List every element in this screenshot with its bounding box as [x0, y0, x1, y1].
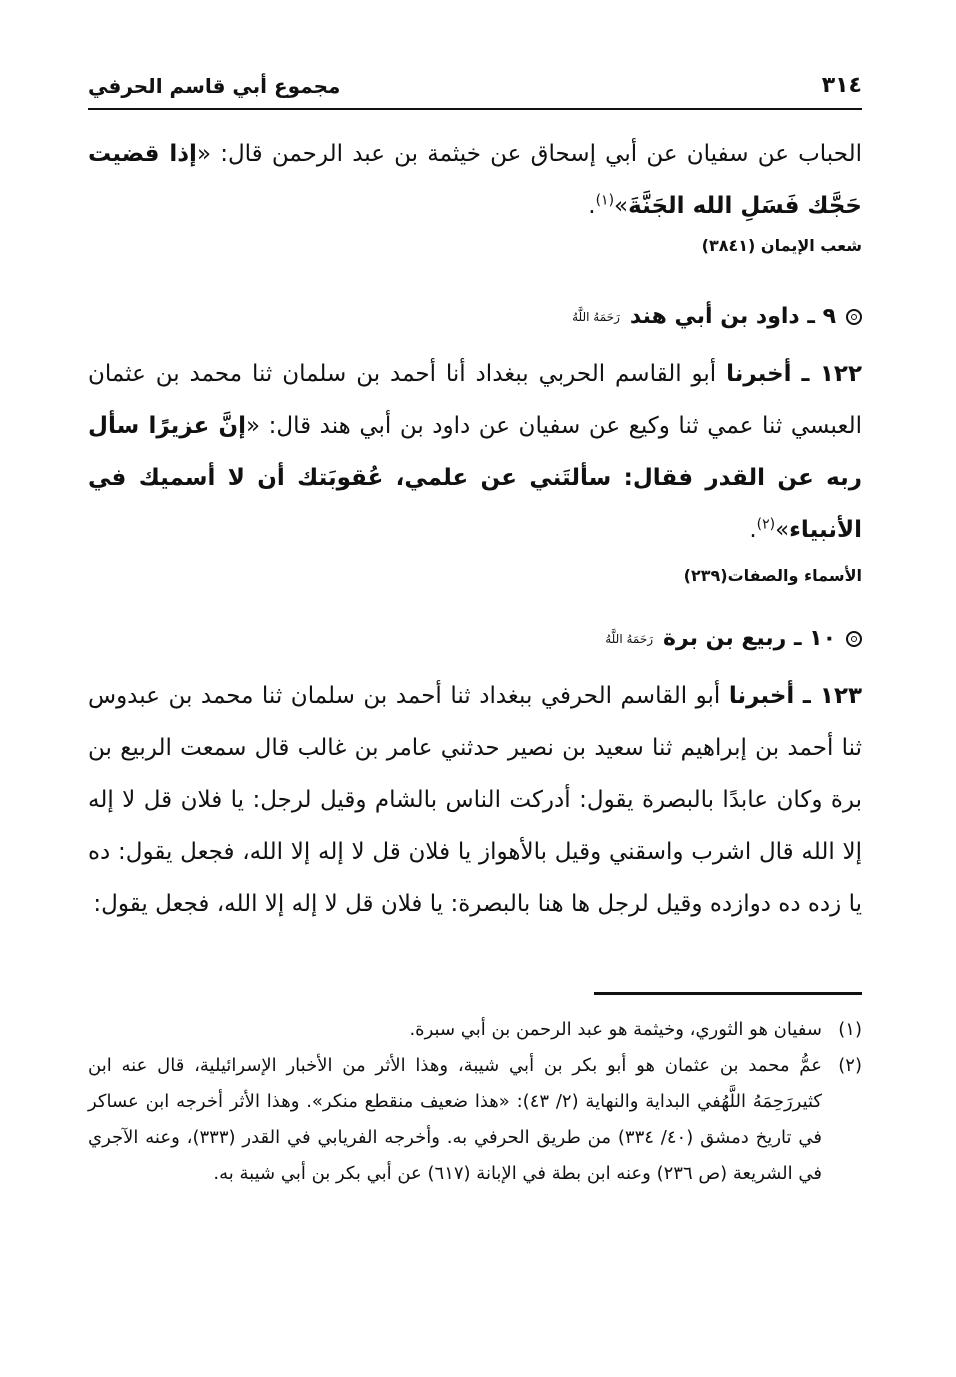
section-9-title: ٩ ـ داود بن أبي هند: [629, 304, 836, 329]
section-9-honorific: رَحَمَهُ اللَّهُ: [572, 309, 620, 324]
hadith-122-number: ١٢٢ ـ: [801, 361, 863, 387]
quote-close: »: [614, 193, 629, 219]
hadith-122-chain: أبو القاسم الحربي ببغداد أنا أحمد بن سلمان ثنا محمد بن عثمان العبسي ثنا عمي ثنا وكيع عن سفيان عن داود بن أبي هند قال: «: [88, 361, 862, 439]
hadith-123-number: ١٢٣ ـ: [802, 683, 863, 709]
footnote-1: [88, 1012, 862, 1048]
page-header: [88, 56, 862, 110]
section-10-honorific: رَحَمَهُ اللَّهُ: [605, 631, 654, 646]
quote-close: »: [775, 517, 790, 543]
footnote-ref-2[interactable]: (٢): [756, 516, 776, 533]
hadith-122-end: .: [749, 517, 757, 543]
hadith-122-quote: إنَّ عزيرًا سأل ربه عن القدر فقال: سألتَني عن علمي، عُقوبَتك أن لا أسميك في الأنبياء: [88, 413, 862, 543]
footnote-divider: [594, 992, 862, 995]
footnote-2-text: عمُّ محمد بن عثمان هو أبو بكر بن أبي شيبة، وهذا الأثر من الأخبار الإسرائيلية، قال عنه ابن كثيررَحِمَهُ اللَّهُفي البداية والنهاية (٢/ ٤٣): «هذا ضعيف منقطع منكر». وهذا الأثر أخرجه ابن عساكر في تاريخ دمشق (٤٠/ ٣٣٤) من طريق الحرفي به. وأخرجه الفريابي في القدر (٣٣٣)، وعنه الآجري في الشريعة (ص ٢٣٦) وعنه ابن بطة في الإبانة (٦١٧) عن أبي بكر بن أبي شيبة به.: [88, 1055, 823, 1184]
paragraph-top: [88, 128, 862, 232]
paragraph-top-text: الحباب عن سفيان عن أبي إسحاق عن خيثمة بن عبد الرحمن قال: «: [196, 141, 862, 167]
hadith-123-akhbarana: أخبرنا: [728, 683, 795, 709]
footnote-1-text: سفيان هو الثوري، وخيثمة هو عبد الرحمن بن أبي سبرة.: [409, 1019, 822, 1040]
footnote-2-mark: (٢): [838, 1055, 862, 1076]
running-title: مجموع أبي قاسم الحرفي: [88, 74, 341, 98]
flower-icon: [846, 631, 862, 647]
flower-icon: [846, 309, 862, 325]
hadith-123: [88, 670, 862, 930]
footnote-1-mark: (١): [838, 1019, 862, 1040]
hadith-123-quote: أدركت الناس بالشام وقيل لرجل: يا فلان قل لا إله إلا الله قال اشرب واسقني وقيل بالأهواز يا فلان قل لا إله إلا الله، فجعل يقول: ده يا زده ده دوازده وقيل لرجل ها هنا بالبصرة: يا فلان قل لا إله إلا الله، فجعل يقول:: [88, 787, 862, 917]
source-citation-1: شعب الإيمان (٣٨٤١): [701, 236, 862, 255]
footnote-ref-1[interactable]: (١): [595, 192, 615, 209]
paragraph-top-quote: إذا قضيت حَجَّك فَسَلِ الله الجَنَّةَ: [88, 141, 862, 219]
paragraph-top-end: .: [588, 193, 596, 219]
section-heading-10: [88, 626, 862, 651]
footnotes: [88, 1012, 862, 1192]
section-10-title: ١٠ ـ ربيع بن برة: [663, 626, 836, 651]
page-number: ٣١٤: [821, 73, 862, 98]
hadith-122-akhbarana: أخبرنا: [726, 361, 792, 387]
footnote-2: [88, 1048, 862, 1192]
source-citation-2: الأسماء والصفات(٢٣٩): [683, 566, 862, 585]
hadith-122: [88, 348, 862, 556]
section-heading-9: [88, 304, 862, 329]
hadith-123-chain: أبو القاسم الحرفي ببغداد ثنا أحمد بن سلمان ثنا محمد بن عبدوس ثنا أحمد بن إبراهيم ثنا سعيد بن نصير حدثني عامر بن غالب قال سمعت الربيع بن برة وكان عابدًا بالبصرة يقول:: [88, 683, 863, 813]
